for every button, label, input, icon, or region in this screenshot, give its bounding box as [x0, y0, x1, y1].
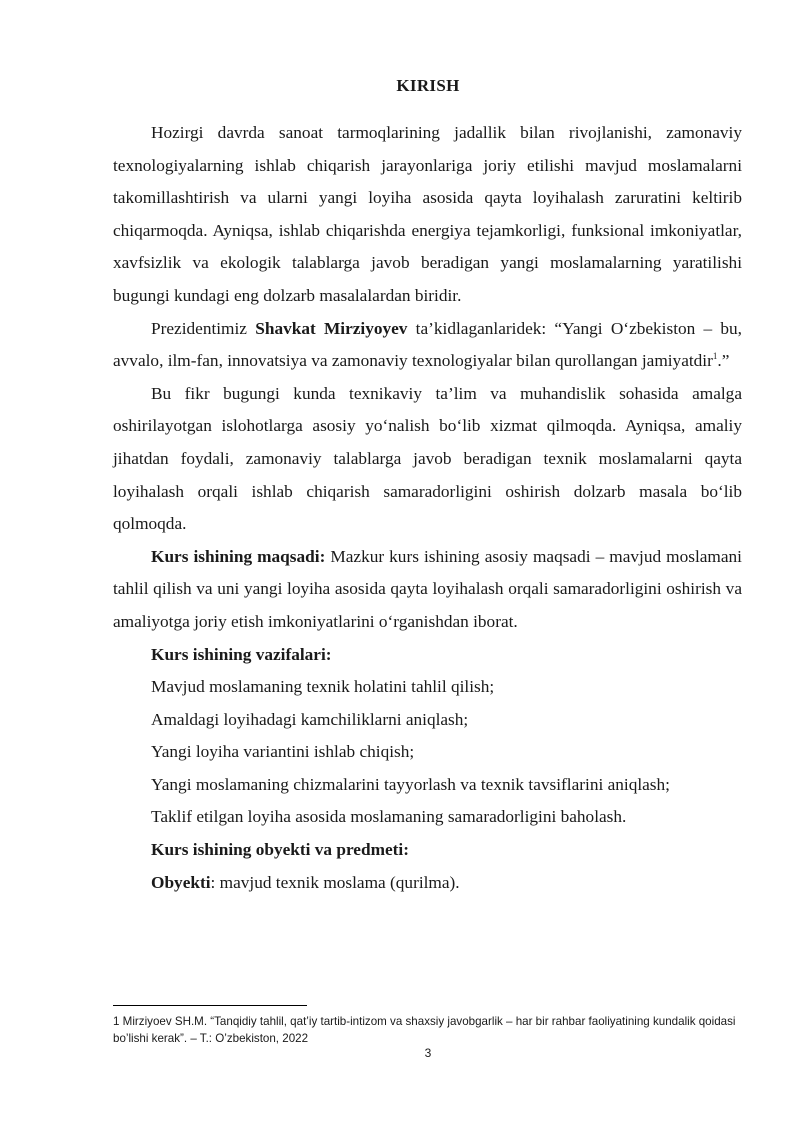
goal-label: Kurs ishining maqsadi:: [151, 546, 326, 566]
president-name: Shavkat Mirziyoyev: [255, 318, 408, 338]
section-title: KIRISH: [396, 76, 460, 95]
quote-text: ta’kidlaganlaridek: “Yangi O‘zbekiston – bu, avvalo, ilm-fan, innovatsiya va zamonaviy texnologiyalar bilan qurollangan jamiyatdir: [113, 318, 743, 371]
footnote-separator: [113, 1005, 307, 1006]
tasks-heading: [113, 639, 742, 672]
quote-end: .”: [717, 351, 730, 371]
task-item: Amaldagi loyihadagi kamchiliklarni aniqlash;: [151, 709, 469, 729]
footnote-ref[interactable]: 1: [712, 351, 718, 362]
task-item: Yangi loyiha variantini ishlab chiqish;: [151, 742, 415, 762]
object-heading: [113, 834, 742, 867]
paragraph-intro: Hozirgi davrda sanoat tarmoqlarining jadallik bilan rivojlanishi, zamonaviy texnologiyalarning ishlab chiqarish jarayonlariga joriy etilishi mavjud moslamalarni takomillashtirish va ularni yangi loyiha asosida qayta loyihalash zaruratini keltirib chiqarmoqda. Ayniqsa, ishlab chiqarishda energiya tejamkorligi, funksional imkoniyatlar, xavfsizlik va ekologik talablarga javob beradigan yangi moslamalarning yaratilishi bugungi kundagi eng dolzarb masalalardan biridir.: [113, 123, 742, 305]
body-text: [113, 117, 742, 899]
object-line: [113, 867, 742, 900]
object-text: : mavjud texnik moslama (qurilma).: [210, 872, 460, 892]
footnote: [113, 1013, 742, 1047]
task-item: Yangi moslamaning chizmalarini tayyorlash va texnik tavsiflarini aniqlash;: [151, 774, 670, 794]
footnote-text: Mirziyoev SH.M. “Tanqidiy tahlil, qat’iy tartib-intizom va shaxsiy javobgarlik – har bir rahbar faoliyatining kundalik qoidasi bo’lishi kerak”. – T.: O’zbekiston, 2022: [113, 1015, 736, 1045]
page-number: 3: [424, 1046, 432, 1060]
footnote-number: 1: [113, 1015, 120, 1028]
paragraph-president-quote: [113, 313, 742, 378]
quote-lead: Prezidentimiz: [151, 318, 256, 338]
object-heading-text: Kurs ishining obyekti va predmeti:: [151, 840, 409, 860]
task-item: Mavjud moslamaning texnik holatini tahlil qilish;: [151, 677, 495, 697]
tasks-heading-text: Kurs ishining vazifalari:: [151, 644, 332, 664]
paragraph-reform: Bu fikr bugungi kunda texnikaviy ta’lim va muhandislik sohasida amalga oshirilayotgan islohotlarga asosiy yo‘nalish bo‘lib xizmat qilmoqda. Ayniqsa, amaliy jihatdan foydali, zamonaviy talablarga javob beradigan texnik moslamalarni qayta loyihalash orqali ishlab chiqarish samaradorligini oshirish dolzarb masala bo‘lib qolmoqda.: [113, 383, 742, 534]
object-label: Obyekti: [151, 872, 211, 892]
goal-text: Mazkur kurs ishining asosiy maqsadi – mavjud moslamani tahlil qilish va uni yangi loyiha asosida qayta loyihalash orqali samaradorligini oshirish va amaliyotga joriy etish imkoniyatlarini o‘rganishdan iborat.: [113, 546, 742, 631]
task-item: Taklif etilgan loyiha asosida moslamaning samaradorligini baholash.: [151, 807, 627, 827]
paragraph-goal: [113, 541, 742, 639]
